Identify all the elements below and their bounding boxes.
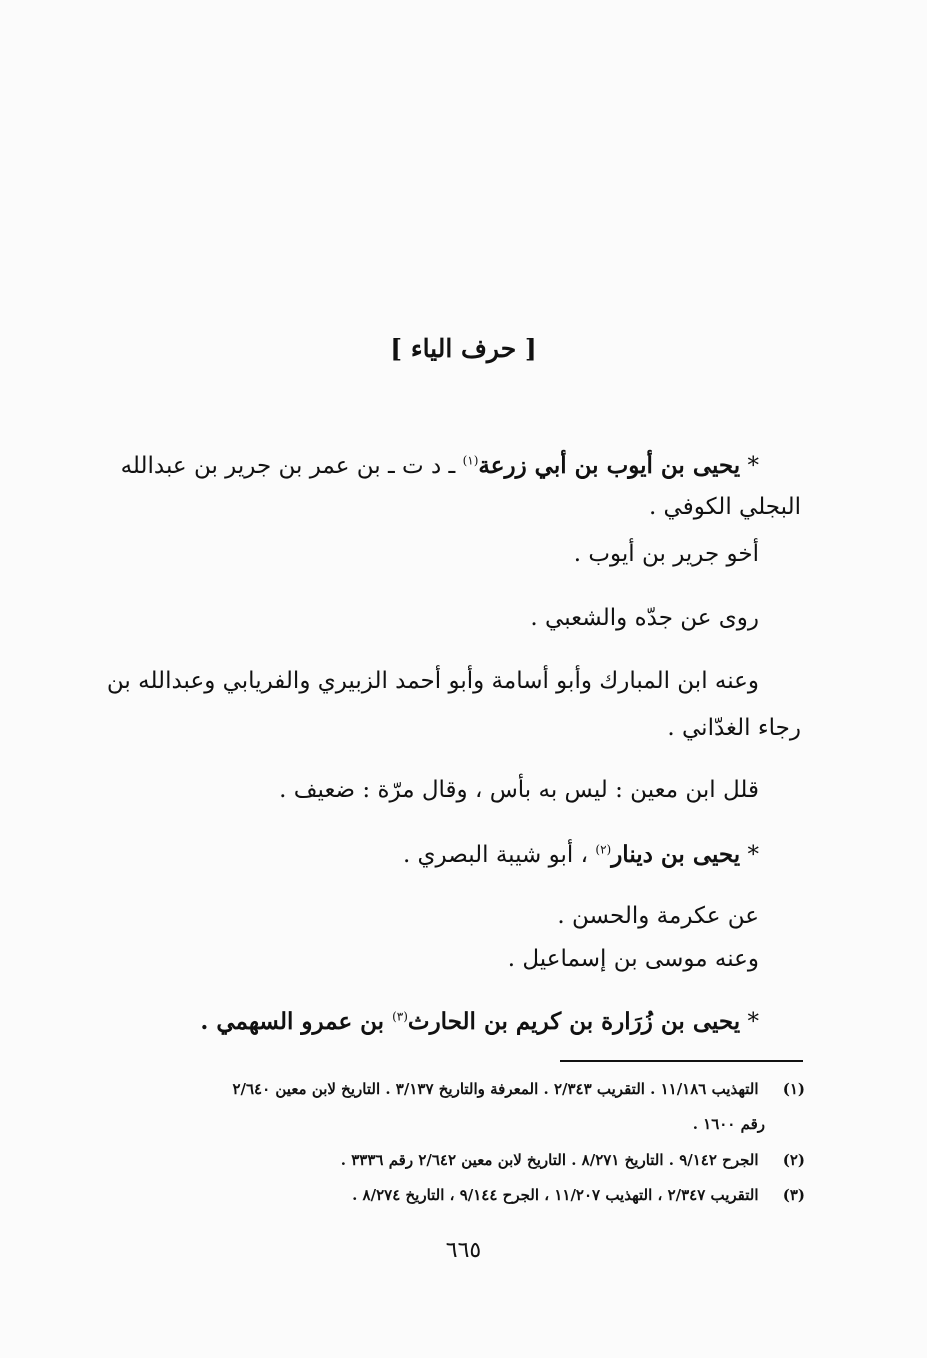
footnote-2-text: الجرح ٩/١٤٢ . التاريخ ٨/٢٧١ . التاريخ لابن معين ٢/٦٤٢ رقم ٣٣٣٦ . [340, 1151, 759, 1169]
footnote-3-number: (٣) [782, 1186, 805, 1204]
entry-1-line-1 [121, 452, 759, 479]
section-heading: [ حرف الياء ] [390, 334, 537, 363]
entry-1-narrated-from: روى عن جدّه والشعبي . [530, 605, 759, 631]
entry-1-footnote-ref: (١) [462, 453, 479, 468]
entry-1-brother: أخو جرير بن أيوب . [573, 541, 759, 567]
footnote-1-line-1 [232, 1080, 805, 1098]
entry-3-footnote-ref: (٣) [392, 1009, 408, 1024]
entry-1-grading: قلل ابن معين : ليس به بأس ، وقال مرّة : ضعيف . [279, 777, 759, 803]
entry-bullet: * [740, 842, 759, 868]
entry-2-footnote-ref: (٢) [595, 842, 612, 857]
entry-1-line-2: البجلي الكوفي . [648, 494, 801, 520]
entry-bullet: * [740, 1009, 759, 1035]
entry-bullet: * [740, 453, 759, 479]
entry-3-lineage: بن عمرو السهمي . [200, 1008, 393, 1035]
entry-2-line-1 [403, 841, 759, 868]
footnote-2-number: (٢) [782, 1151, 805, 1169]
footnote-1-number: (١) [782, 1080, 805, 1098]
entry-1-name: يحيى بن أيوب بن أبي زرعة [478, 452, 741, 479]
footnote-2 [341, 1151, 805, 1169]
entry-3-line-1 [200, 1008, 759, 1035]
entry-1-lineage: ـ د ت ـ بن عمر بن جرير بن عبدالله [120, 453, 463, 479]
footnote-1-line-2: رقم ١٦٠٠ . [692, 1115, 765, 1133]
entry-3-name: يحيى بن زُرَارة بن كريم بن الحارث [407, 1008, 741, 1035]
footnote-1-text: التهذيب ١١/١٨٦ . التقريب ٢/٣٤٣ . المعرفة والتاريخ ٣/١٣٧ . التاريخ لابن معين ٢/٦٤٠ [232, 1080, 759, 1098]
entry-1-narrators-cont: رجاء الغدّاني . [667, 715, 801, 741]
entry-2-narrators: وعنه موسى بن إسماعيل . [507, 946, 759, 972]
footnote-3-text: التقريب ٢/٣٤٧ ، التهذيب ١١/٢٠٧ ، الجرح ٩/١٤٤ ، التاريخ ٨/٢٧٤ . [352, 1186, 759, 1204]
entry-2-name: يحيى بن دينار [611, 841, 741, 868]
footnote-separator [560, 1060, 803, 1062]
footnote-3 [352, 1186, 805, 1204]
entry-2-kunya: ، أبو شيبة البصري . [402, 842, 596, 868]
entry-1-narrators: وعنه ابن المبارك وأبو أسامة وأبو أحمد الزبيري والفريابي وعبدالله بن [106, 668, 759, 694]
page-number: ٦٦٥ [445, 1238, 482, 1263]
entry-2-narrated-from: عن عكرمة والحسن . [557, 903, 759, 929]
